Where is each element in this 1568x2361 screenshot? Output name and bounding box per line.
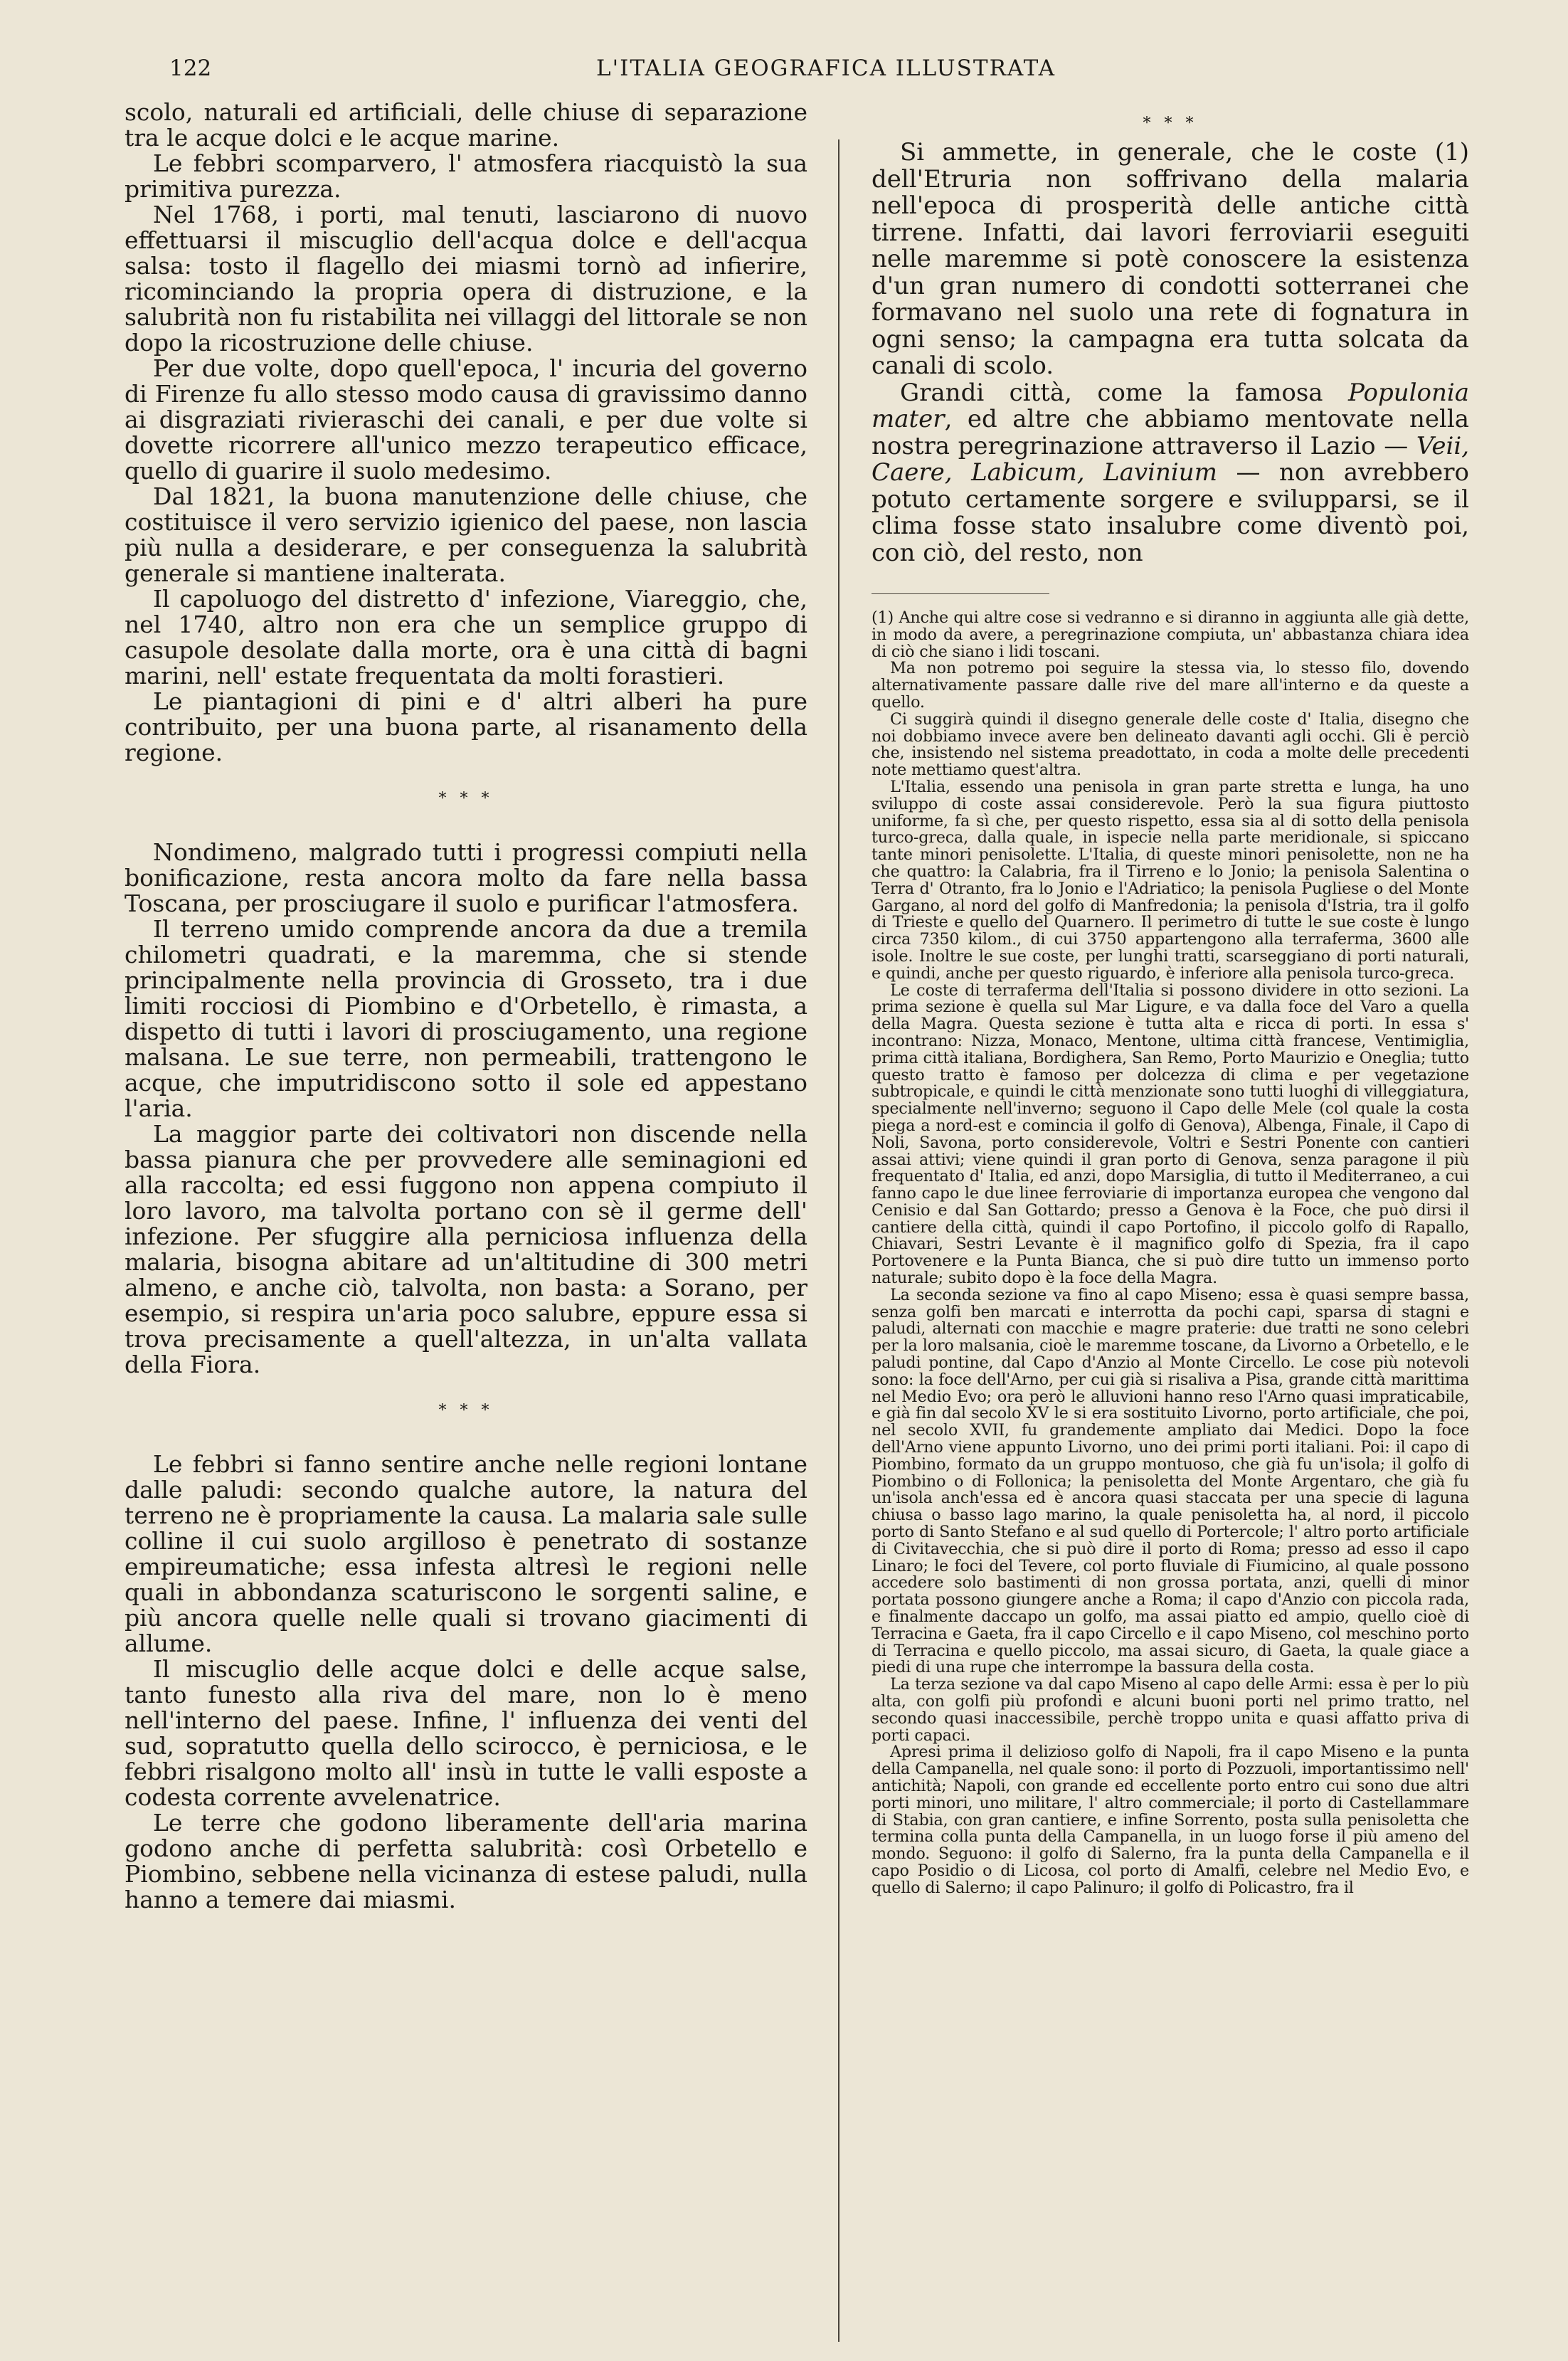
footnote: Apresi prima il delizioso golfo di Napoli, fra il capo Miseno e la punta della Campanella, nel quale sono: il porto di Pozzuoli, importantissimo nell' antichità; Napoli, con grande ed eccellente porto entro cui sono due altri porti minori, uno militare, l' altro commerciale; il porto di Castellammare di Stabia, con gran cantiere, e infine Sorrento, posta sulla penisoletta che termina colla punta della Campanella, in un luogo forse il più ameno del mondo. Seguono: il golfo di Salerno, fra la punta della Campanella e il capo Posidio o di Licosa, col porto di Amalfi, celebre nel Medio Evo, e quello di Salerno; il capo Palinuro; il golfo di Policastro, fra il — [872, 1743, 1469, 1897]
section-separator: * * * — [438, 790, 494, 808]
paragraph: Per due volte, dopo quell'epoca, l' incuria del governo di Firenze fu allo stesso modo causa di gravissimo danno ai disgraziati rivieraschi dei canali, e per due volte si dovette ricorrere all'unico mezzo terapeutico efficace, quello di guarire il suolo medesimo. — [125, 354, 807, 485]
page-number: 122 — [169, 56, 212, 81]
text-run: — non avrebbero potuto certamente sorgere e svilupparsi, se il clima fosse stato insalubre come diventò poi, con ciò, del resto, non — [872, 458, 1469, 567]
footnote: La terza sezione va dal capo Miseno al capo delle Armi: essa è per lo più alta, con golfi più profondi e alcuni buoni porti nel primo tratto, nel secondo quasi inaccessibile, perchè troppo unita e quasi affatto priva di porti capaci. — [872, 1675, 1469, 1745]
paragraph — [872, 380, 1469, 567]
paragraph: Il miscuglio delle acque dolci e delle acque salse, tanto funesto alla riva del mare, non lo è meno nell'interno del paese. Infine, l' influenza dei venti del sud, sopratutto quella dello scirocco, è perniciosa, e le febbri risalgono molto all' insù in tutte le valli esposte a codesta corrente avvelenatrice. — [125, 1655, 807, 1811]
column-rule — [838, 139, 839, 2342]
footnotes — [872, 610, 1469, 1897]
paragraph: Il terreno umido comprende ancora da due a tremila chilometri quadrati, e la maremma, che si stende principalmente nella provincia di Grosseto, tra i due limiti rocciosi di Piombino e d'Orbetello, è rimasta, a dispetto di tutti i lavori di prosciugamento, una regione malsana. Le sue terre, non permeabili, trattengono le acque, che imputridiscono sotto il sole ed appestano l'aria. — [125, 915, 807, 1122]
text-run: Grandi città, come la famosa — [900, 378, 1348, 407]
italic-text-run: Veii, Caere, Labicum, Lavinium — [872, 431, 1469, 487]
section-separator: * * * — [438, 1402, 494, 1420]
paragraph: Il capoluogo del distretto d' infezione, Viareggio, che, nel 1740, altro non era che un semplice gruppo di casupole desolate dalla morte, ora è una città di bagni marini, nell' estate frequentata da molti forastieri. — [125, 585, 807, 690]
footnote-rule — [872, 593, 1049, 594]
footnote: (1) Anche qui altre cose si vedranno e si diranno in aggiunta alle già dette, in modo da avere, a peregrinazione compiuta, un' abbastanza chiara idea di ciò che siano i lidi toscani. — [872, 608, 1469, 661]
footnote: Ci suggirà quindi il disegno generale delle coste d' Italia, disegno che noi dobbiamo invece avere ben delineato davanti agli occhi. Gli è perciò che, insistendo nel sistema preadottato, in coda a molte delle precedenti note mettiamo quest'altra. — [872, 709, 1469, 780]
italic-text-run: Populonia mater — [872, 378, 1469, 433]
paragraph: Si ammette, in generale, che le coste (1) dell'Etruria non soffrivano della malaria nell'epoca di prosperità delle antiche città tirrene. Infatti, dai lavori ferroviarii eseguiti nelle maremme si potè conoscere la esistenza d'un gran numero di condotti sotterranei che formavano nel suolo una rete di fognatura in ogni senso; la campagna era tutta solcata da canali di scolo. — [872, 138, 1469, 380]
paragraph: Le febbri scomparvero, l' atmosfera riacquistò la sua primitiva purezza. — [125, 149, 807, 203]
paragraph: Nondimeno, malgrado tutti i progressi compiuti nella bonificazione, resta ancora molto da fare nella bassa Toscana, per prosciugare il suolo e purificar l'atmosfera. — [125, 838, 807, 917]
footnote: Le coste di terraferma dell'Italia si possono dividere in otto sezioni. La prima sezione è quella sul Mar Ligure, e va dalla foce del Varo a quella della Magra. Questa sezione è tutta alta e ricca di porti. In essa s' incontrano: Nizza, Monaco, Mentone, ultima città francese, Ventimiglia, prima città italiana, Bordighera, San Remo, Porto Maurizio e Oneglia; tutto questo tratto è famoso per dolcezza di clima e per vegetazione subtropicale, e quindi le città menzionate sono tutti luoghi di villeggiatura, specialmente nell'inverno; seguono il Capo delle Mele (col quale la costa piega a nord-est e comincia il golfo di Genova), Albenga, Finale, il Capo di Noli, Savona, porto considerevole, Voltri e Sestri Ponente con cantieri assai attivi; viene quindi il gran porto di Genova, senza paragone il più frequentato d' Italia, ed anzi, dopo Marsiglia, di tutto il Mediterraneo, a cui fanno capo le due linee ferroviarie di importanza europea che vengono dal Cenisio e dal San Gottardo; presso a Genova è la Foce, che può dirsi il cantiere della città, quindi il capo Portofino, il piccolo golfo di Rapallo, Chiavari, Sestri Levante è il magnifico golfo di Spezia, fra il capo Portovenere e la Punta Bianca, che si può dire tutto un immenso porto naturale; subito dopo è la foce della Magra. — [872, 981, 1469, 1288]
footnote: L'Italia, essendo una penisola in gran parte stretta e lunga, ha uno sviluppo di coste assai considerevole. Però la sua figura piuttosto uniforme, fa sì che, per questo rispetto, essa sia al di sotto della penisola turco-greca, dalla quale, in ispecie nella parte meridionale, si spiccano tante minori penisolette. L'Italia, di queste minori penisolette, non ne ha che quattro: la Calabria, fra il Tirreno e lo Jonio; la penisola Salentina o Terra d' Otranto, fra lo Jonio e l'Adriatico; la penisola Pugliese o del Monte Gargano, al nord del golfo di Manfredonia; la penisola d'Istria, tra il golfo di Trieste e quello del Quarnero. Il perimetro di tutte le sue coste è lungo circa 7350 kilom., di cui 3750 appartengono alla terraferma, 3600 alle isole. Inoltre le sue coste, per lunghi tratti, scarseggiano di porti naturali, e quindi, anche per questo riguardo, è inferiore alla penisola turco-greca. — [872, 777, 1469, 983]
paragraph: Nel 1768, i porti, mal tenuti, lasciarono di nuovo effettuarsi il miscuglio dell'acqua dolce e dell'acqua salsa: tosto il flagello dei miasmi tornò ad infierire, ricominciando la propria opera di distruzione, e la salubrità non fu ristabilita nei villaggi del littorale se non dopo la ricostruzione delle chiuse. — [125, 201, 807, 356]
text-run: , ed altre che abbiamo mentovate nella nostra peregrinazione attraverso il Lazio — — [872, 405, 1469, 460]
page-header — [0, 56, 1568, 98]
section-separator: * * * — [1143, 115, 1198, 132]
paragraph: La maggior parte dei coltivatori non discende nella bassa pianura che per provvedere alle seminagioni ed alla raccolta; ed essi fuggono non appena compiuto il loro lavoro, ma talvolta portano con sè il germe dell' infezione. Per sfuggire alla perniciosa influenza della malaria, bisogna abitare ad un'altitudine di 300 metri almeno, e anche ciò, talvolta, non basta: a Sorano, per esempio, si respira un'aria poco salubre, eppure essa si trova precisamente a quell'altezza, in un'alta vallata della Fiora. — [125, 1120, 807, 1378]
running-head: L'ITALIA GEOGRAFICA ILLUSTRATA — [596, 56, 1056, 81]
left-column — [125, 100, 807, 1913]
footnote: Ma non potremo poi seguire la stessa via, lo stesso filo, dovendo alternativamente passare dalle rive del mare all'interno e da queste a quello. — [872, 659, 1469, 712]
paragraph: Le febbri si fanno sentire anche nelle regioni lontane dalle paludi: secondo qualche autore, la natura del terreno ne è propriamente la causa. La malaria sale sulle colline il cui suolo argilloso è penetrato di sostanze empireumatiche; essa infesta altresì le regioni nelle quali in abbondanza scaturiscono le sorgenti saline, e più ancora quelle nelle quali si trovano giacimenti di allume. — [125, 1450, 807, 1657]
paragraph: Le terre che godono liberamente dell'aria marina godono anche di perfetta salubrità: così Orbetello e Piombino, sebbene nella vicinanza di estese paludi, nulla hanno a temere dai miasmi. — [125, 1809, 807, 1913]
footnote: La seconda sezione va fino al capo Miseno; essa è quasi sempre bassa, senza golfi ben marcati e interrotta da pochi capi, sparsa di stagni e paludi, alternati con macchie e magre praterie: due tratti ne sono celebri per la loro malsania, cioè le maremme toscane, da Livorno a Orbetello, e le paludi pontine, dal Capo d'Anzio al Monte Circello. Le cose più notevoli sono: la foce dell'Arno, per cui già si risaliva a Pisa, grande città marittima nel Medio Evo; ora però le alluvioni hanno reso l'Arno quasi impraticabile, e già fin dal secolo XV le si era sostituito Livorno, porto artificiale, che poi, nel secolo XVII, fu grandemente ampliato dai Medici. Dopo la foce dell'Arno viene appunto Livorno, uno dei primi porti italiani. Poi: il capo di Piombino, formato da un gruppo montuoso, che già fu un'isola; il golfo di Piombino o di Follonica; la penisoletta del Monte Argentaro, che già fu un'isola anch'essa ed è ancora quasi staccata per una specie di laguna chiusa o basso lago marino, la quale penisoletta ha, al nord, il piccolo porto di Santo Stefano e al sud quello di Portercole; l' altro porto artificiale di Civitavecchia, che si può dire il porto di Roma; presso ad esso il capo Linaro; le foci del Tevere, col porto fluviale di Fiumicino, al quale possono accedere solo bastimenti di non grossa portata, anzi, quelli di minor portata possono giungere anche a Roma; il capo d'Anzio con piccola rada, e finalmente daccapo un golfo, ma assai piatto ed ampio, quello cioè di Terracina e Gaeta, fra il capo Circello e il capo Miseno, col meschino porto di Terracina e quello piccolo, ma assai sicuro, di Gaeta, la quale giace a piedi di una rupe che interrompe la bassura della costa. — [872, 1285, 1469, 1677]
right-column — [872, 115, 1469, 1897]
paragraph: Le piantagioni di pini e d' altri alberi ha pure contribuito, per una buona parte, al risanamento della regione. — [125, 687, 807, 766]
paragraph: scolo, naturali ed artificiali, delle chiuse di separazione tra le acque dolci e le acque marine. — [125, 98, 807, 152]
paragraph: Dal 1821, la buona manutenzione delle chiuse, che costituisce il vero servizio igienico del paese, non lascia più nulla a desiderare, e per conseguenza la salubrità generale si mantiene inalterata. — [125, 482, 807, 587]
